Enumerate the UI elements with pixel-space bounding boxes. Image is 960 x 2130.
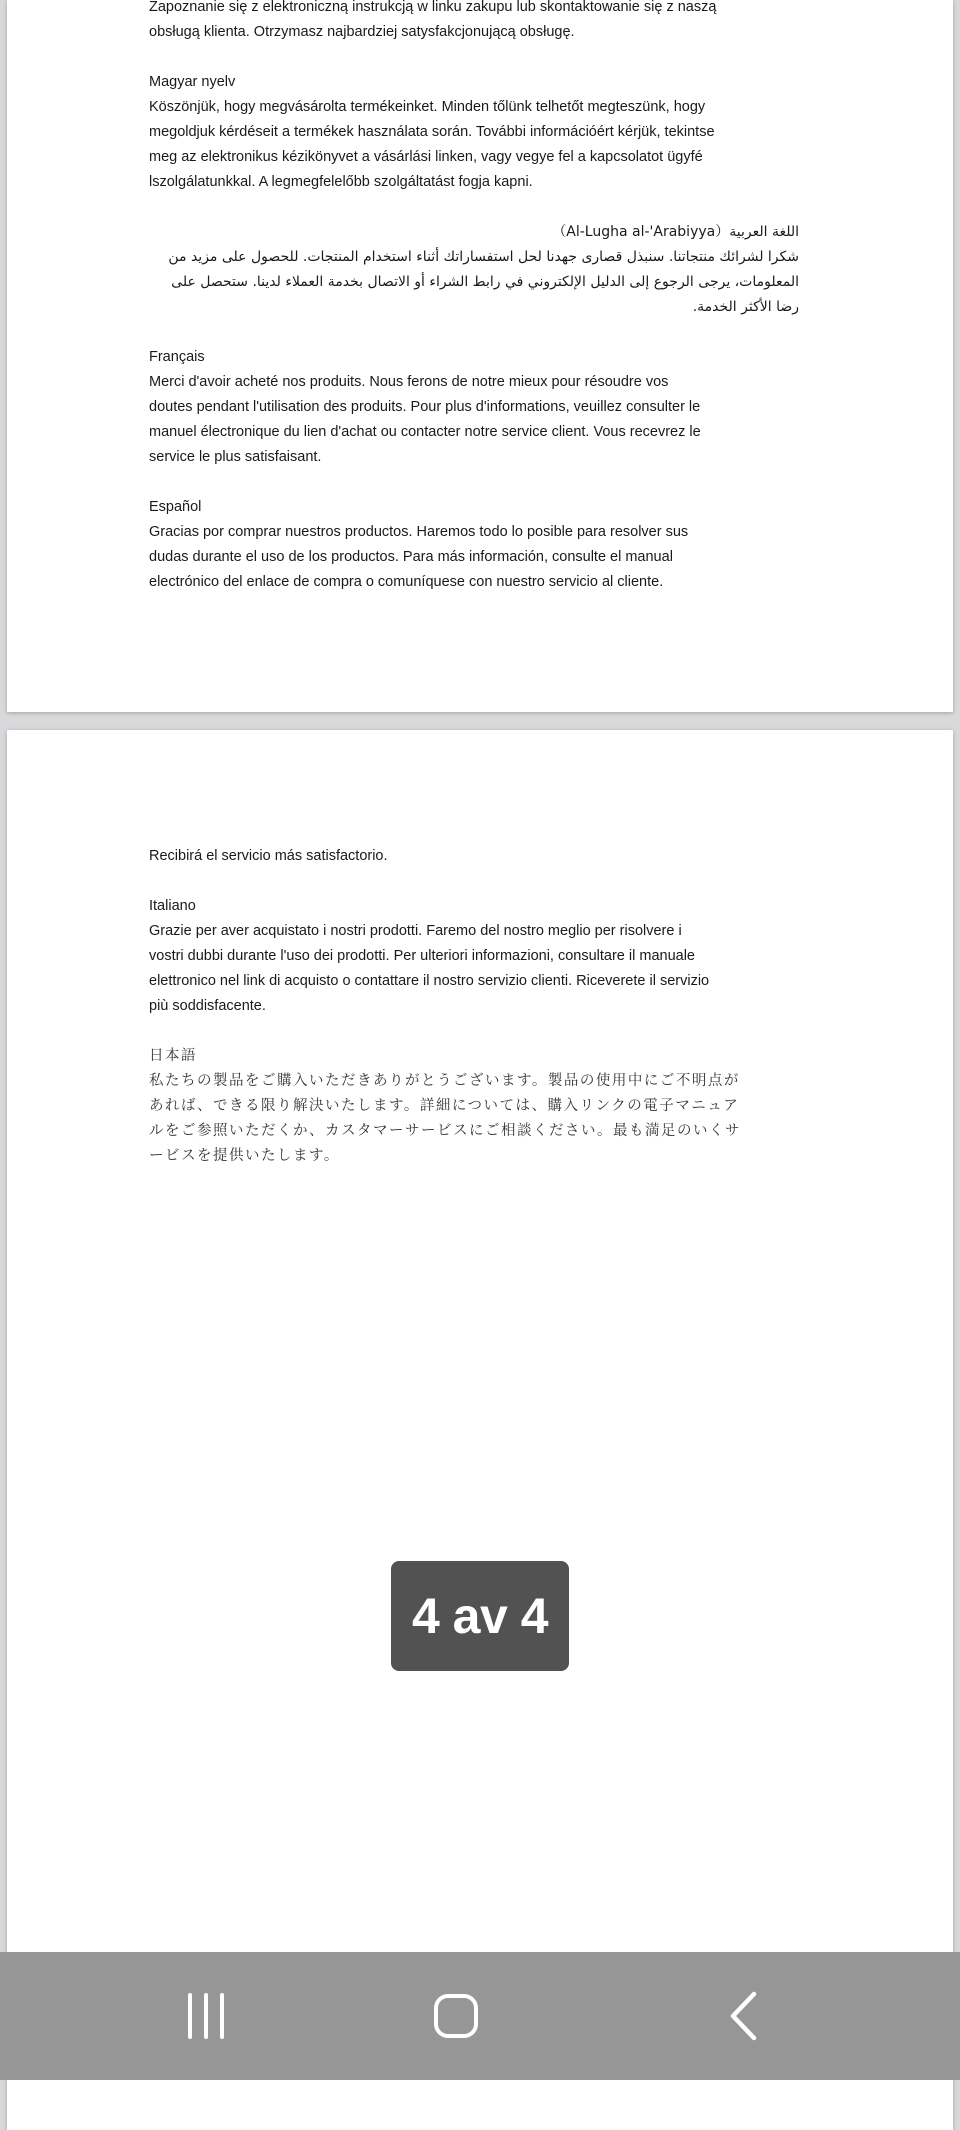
italian-line: Grazie per aver acquistato i nostri prodotti. Faremo del nostro meglio per risolvere i xyxy=(149,923,682,939)
arabic-line: المعلومات، يرجى الرجوع إلى الدليل الإلكتروني في رابط الشراء أو الاتصال بخدمة العملاء لدينا. ستحصل على xyxy=(171,274,799,290)
spanish-heading: Español xyxy=(149,499,202,515)
italian-section xyxy=(149,894,809,1019)
hungarian-heading: Magyar nyelv xyxy=(149,74,236,90)
french-line: Merci d'avoir acheté nos produits. Nous ferons de notre mieux pour résoudre vos xyxy=(149,374,669,390)
italian-line: elettronico nel link di acquisto o contattare il nostro servizio clienti. Riceverete il servizio xyxy=(149,973,710,989)
spanish-section-cont xyxy=(149,844,809,869)
spanish-line: dudas durante el uso de los productos. Para más información, consulte el manual xyxy=(149,549,673,565)
french-line: manuel électronique du lien d'achat ou contacter notre service client. Vous recevrez le xyxy=(149,424,701,440)
page-4-text xyxy=(149,844,809,1169)
french-section xyxy=(149,345,809,470)
japanese-line: 私たちの製品をご購入いただきありがとうございます。製品の使用中にご不明点が xyxy=(149,1073,740,1089)
italian-line: più soddisfacente. xyxy=(149,998,266,1014)
arabic-line: رضا الأكثر الخدمة. xyxy=(692,299,799,315)
spanish-line-cont: Recibirá el servicio más satisfactorio. xyxy=(149,848,388,864)
back-icon xyxy=(729,1991,759,2041)
page-counter-badge: 4 av 4 xyxy=(391,1561,569,1671)
hungarian-line: lszolgálatunkkal. A legmegfelelőbb szolgáltatást fogja kapni. xyxy=(149,174,533,190)
japanese-line: ービスを提供いたします。 xyxy=(149,1148,340,1164)
spanish-line: electrónico del enlace de compra o comuníquese con nuestro servicio al cliente. xyxy=(149,574,664,590)
polish-line-last: obsługą klienta. Otrzymasz najbardziej satysfakcjonującą obsługę. xyxy=(149,24,575,40)
polish-section-tail xyxy=(149,0,809,45)
system-navigation-bar xyxy=(0,1952,960,2080)
hungarian-section xyxy=(149,70,809,195)
spanish-section xyxy=(149,495,809,595)
document-page-3[interactable] xyxy=(7,0,953,712)
page-3-text xyxy=(149,0,809,595)
arabic-heading: اللغة العربية（Al-Lugha al-'Arabiyya） xyxy=(552,224,799,240)
spanish-line: Gracias por comprar nuestros productos. Haremos todo lo posible para resolver sus xyxy=(149,524,689,540)
italian-heading: Italiano xyxy=(149,898,196,914)
italian-line: vostri dubbi durante l'uso dei prodotti. Per ulteriori informazioni, consultare il manuale xyxy=(149,948,695,964)
document-page-4[interactable] xyxy=(7,730,953,2130)
recents-button[interactable] xyxy=(136,1952,276,2080)
hungarian-line: megoldjuk kérdéseit a termékek használata során. További információért kérjük, tekintse xyxy=(149,124,715,140)
recents-icon xyxy=(184,1991,228,2041)
polish-line-partial: Zapoznanie się z elektroniczną instrukcją w linku zakupu lub skontaktowanie się z naszą xyxy=(149,0,717,15)
french-line: service le plus satisfaisant. xyxy=(149,449,322,465)
arabic-section xyxy=(149,220,799,320)
home-button[interactable] xyxy=(386,1952,526,2080)
arabic-line: شكرا لشرائك منتجاتنا. سنبذل قصارى جهدنا لحل استفساراتك أثناء استخدام المنتجات. للحصول على مزيد من xyxy=(168,249,799,265)
french-line: doutes pendant l'utilisation des produits. Pour plus d'informations, veuillez consulter le xyxy=(149,399,701,415)
japanese-line: ルをご参照いただくか、カスタマーサービスにご相談ください。最も満足のいくサ xyxy=(149,1123,741,1139)
hungarian-line: Köszönjük, hogy megvásárolta termékeinket. Minden tőlünk telhetőt megteszünk, hogy xyxy=(149,99,706,115)
japanese-heading: 日本語 xyxy=(149,1048,197,1064)
home-icon xyxy=(433,1993,479,2039)
back-button[interactable] xyxy=(674,1952,814,2080)
japanese-line: あれば、できる限り解決いたします。詳細については、購入リンクの電子マニュア xyxy=(149,1098,740,1114)
french-heading: Français xyxy=(149,349,205,365)
hungarian-line: meg az elektronikus kézikönyvet a vásárlási linken, vagy vegye fel a kapcsolatot ügyfé xyxy=(149,149,703,165)
japanese-section xyxy=(149,1044,809,1169)
